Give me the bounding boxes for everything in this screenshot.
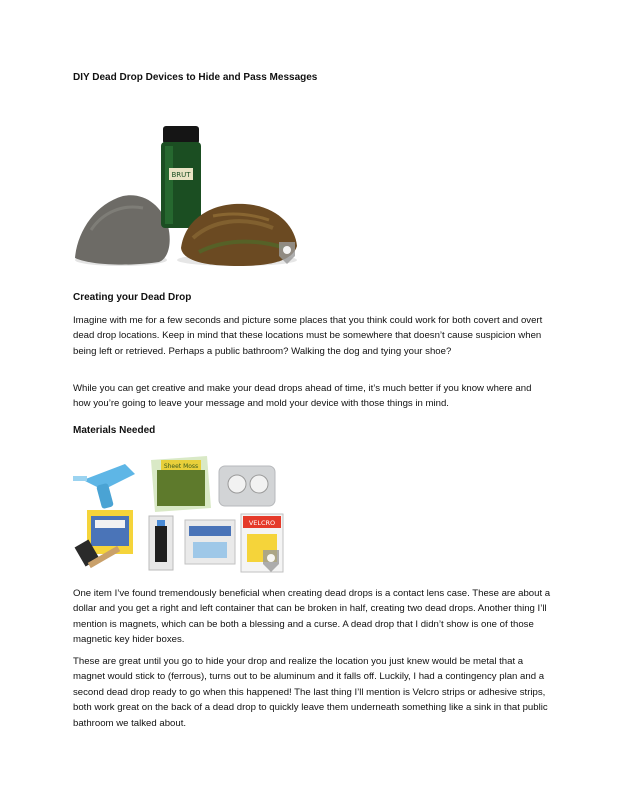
dead-drop-items-photo (73, 120, 300, 270)
materials-photo (73, 450, 285, 576)
glue-packet (149, 516, 173, 570)
paragraph-2: While you can get creative and make your dead drops ahead of time, it’s much better if you know where and how you’re going to leave your message and mold your device with those things in mind. (73, 383, 532, 410)
dead-drop-items-illustration (73, 120, 300, 270)
plastic-container (219, 466, 275, 506)
moss-bag-label: Sheet Moss (163, 463, 199, 470)
section-heading-materials: Materials Needed (73, 425, 156, 436)
adhesive-strips-pack (87, 510, 133, 554)
section-heading-creating: Creating your Dead Drop (73, 292, 192, 303)
materials-illustration (73, 450, 285, 576)
moss-bag (151, 456, 211, 512)
can-cap (163, 126, 199, 144)
paragraph-3: One item I’ve found tremendously beneficial when creating dead drops is a contact lens case. These are about a dollar and you get a right and left container that can be broken in half, creating two dead drops. Another thing I’ll mention is magnets, which can be both a blessing and a curse. A dead drop that I didn’t show is one of those magnetic key hider boxes. (73, 588, 551, 646)
paragraph-1: Imagine with me for a few seconds and picture some places that you think could work for both covert and overt dead drop locations. Keep in mind that these locations must be somewhere that doesn’t cause suspicion when being left or retrieved. Perhaps a public bathroom? Walking the dog and tying your shoe? (73, 315, 543, 357)
paragraph-4: These are great until you go to hide your drop and realize the location you just knew would be metal that a magnet would stick to (ferrous), turns out to be aluminum and it falls off. Luckily, I had a contingency plan and a second dead drop ready to go when this happened! The last thing I’ll mention is Velcro strips or adhesive strips, both work great on the back of a dead drop to quickly leave them underneath something like a sink in that public bathroom we talked about. (73, 656, 548, 729)
fastener-pack (185, 520, 235, 564)
velcro-label: VELCRO (248, 519, 276, 527)
document-title: DIY Dead Drop Devices to Hide and Pass Messages (73, 72, 318, 83)
can-label: BRUT (171, 171, 191, 179)
